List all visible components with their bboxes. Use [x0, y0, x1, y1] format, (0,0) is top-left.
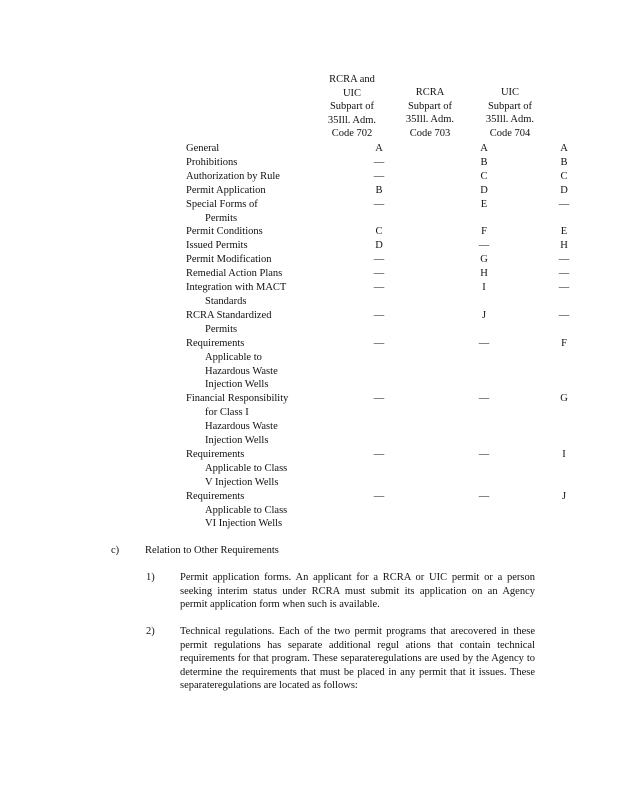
row-label-line: Special Forms of — [186, 198, 258, 210]
cell-c2: C — [480, 170, 488, 182]
cell-c1: B — [375, 184, 383, 196]
row-label-line: Applicable to — [205, 351, 262, 363]
row-label-line: Prohibitions — [186, 156, 238, 168]
section-number: c) — [111, 545, 120, 556]
row-label-line: Requirements — [186, 448, 245, 460]
row-label — [186, 239, 314, 253]
table-row — [186, 225, 604, 239]
cell-c3: G — [560, 393, 568, 405]
row-label-line: Permits — [205, 212, 238, 224]
column-header-703 — [395, 86, 465, 140]
cell-c1: — — [373, 309, 385, 321]
cell-c1: — — [373, 254, 385, 266]
row-label-line: Hazardous Waste — [205, 421, 278, 433]
row-label — [186, 490, 314, 532]
cell-c1: — — [373, 448, 385, 460]
header-line: Subpart of — [407, 100, 453, 112]
cell-c2: J — [481, 309, 487, 321]
cell-c3: E — [560, 226, 568, 238]
row-label-line: Remedial Action Plans — [186, 268, 283, 280]
cell-c1: A — [375, 143, 383, 154]
header-line: Subpart of — [329, 101, 375, 113]
cell-c1: — — [373, 282, 385, 294]
row-label-line: Integration with MACT — [186, 282, 287, 294]
row-label — [186, 156, 314, 170]
row-label-line: Permits — [205, 323, 238, 335]
row-label — [186, 184, 314, 198]
item-number: 1) — [146, 572, 155, 583]
cell-c2: E — [480, 198, 488, 210]
header-line: Subpart of — [487, 100, 533, 112]
row-label-line: Applicable to Class — [205, 504, 288, 516]
cell-c1: — — [373, 198, 385, 210]
cell-c2: — — [478, 393, 490, 405]
table-row — [186, 392, 604, 448]
section-title: Relation to Other Requirements — [145, 545, 279, 556]
cell-c2: A — [480, 143, 488, 154]
row-label-line: Permit Conditions — [186, 226, 263, 238]
header-line: 35Ill. Adm. — [405, 114, 455, 126]
table-row — [186, 239, 604, 253]
cell-c3: J — [561, 490, 567, 502]
cell-c2: G — [480, 254, 488, 266]
cell-c1: — — [373, 337, 385, 349]
cell-c1: — — [373, 170, 385, 182]
cell-c3: D — [560, 184, 568, 196]
cell-c3: — — [558, 254, 570, 266]
row-label-line: VI Injection Wells — [205, 518, 283, 530]
row-label — [186, 448, 314, 490]
header-line: RCRA and — [329, 74, 375, 85]
cell-c2: F — [481, 226, 487, 238]
cell-c3: — — [558, 198, 570, 210]
cell-c2: H — [480, 268, 488, 280]
row-label-line: Issued Permits — [186, 240, 248, 252]
header-line: Code 702 — [331, 128, 373, 140]
table-row — [186, 490, 604, 532]
row-label-line: Permit Modification — [186, 254, 272, 266]
header-line: 35Ill. Adm. — [485, 114, 535, 126]
cell-c2: D — [480, 184, 488, 196]
cell-c3: — — [558, 268, 570, 280]
table-row — [186, 253, 604, 267]
table-row — [186, 184, 604, 198]
item-paragraph: Permit application forms. An applicant for a RCRA or UIC permit or a person seeking interim status under RCRA must submit its application on an Agency permit application form when such is available. — [180, 572, 535, 611]
row-label-line: for Class I — [205, 407, 249, 419]
cell-c1: C — [375, 226, 383, 238]
table-row — [186, 198, 604, 226]
row-label — [186, 392, 314, 448]
header-line: Code 703 — [409, 127, 451, 139]
row-label-line: Hazardous Waste — [205, 365, 278, 377]
table-row — [186, 267, 604, 281]
cell-c2: — — [478, 448, 490, 460]
header-line: UIC — [500, 87, 520, 98]
table-body — [186, 142, 604, 531]
row-label-line: Standards — [205, 295, 247, 307]
header-line: 35Ill. Adm. — [327, 114, 377, 126]
header-line: UIC — [342, 87, 362, 99]
cell-c3: B — [560, 156, 568, 168]
row-label — [186, 337, 314, 393]
row-label — [186, 253, 314, 267]
cell-c3: — — [558, 309, 570, 321]
table-row — [186, 448, 604, 490]
cell-c2: B — [480, 156, 488, 168]
cell-c3: F — [561, 337, 567, 349]
row-label — [186, 309, 314, 337]
row-label-line: General — [186, 143, 220, 154]
header-line: Code 704 — [489, 127, 531, 139]
cell-c2: — — [478, 240, 490, 252]
row-label — [186, 225, 314, 239]
cell-c1: — — [373, 490, 385, 502]
cell-c1: — — [373, 268, 385, 280]
cell-c1: — — [373, 393, 385, 405]
subpart-table — [186, 142, 604, 531]
row-label-line: Injection Wells — [205, 435, 269, 447]
cell-c1: — — [373, 156, 385, 168]
table-row — [186, 142, 604, 156]
item-number: 2) — [146, 626, 155, 637]
cell-c2: — — [478, 337, 490, 349]
row-label-line: Injection Wells — [205, 379, 269, 391]
row-label — [186, 170, 314, 184]
row-label-line: Requirements — [186, 490, 245, 502]
table-row — [186, 170, 604, 184]
row-label-line: Permit Application — [186, 184, 266, 196]
row-label-line: Requirements — [186, 337, 245, 349]
row-label — [186, 281, 314, 309]
cell-c3: C — [560, 170, 568, 182]
cell-c2: — — [478, 490, 490, 502]
row-label — [186, 267, 314, 281]
cell-c3: A — [560, 143, 568, 154]
row-label-line: RCRA Standardized — [186, 309, 272, 321]
item-paragraph: Technical regulations. Each of the two permit programs that arecovered in these permit regulations has separate additional regul ations that contain technical requirements for that program. These separateregulations are used by the Agency to determine the requirements that must be placed in any permit that it issues. These separateregulations are located as follows: — [180, 626, 535, 692]
table-row — [186, 309, 604, 337]
cell-c2: I — [482, 282, 486, 294]
row-label-line: V Injection Wells — [205, 476, 279, 488]
cell-c3: — — [558, 282, 570, 294]
table-row — [186, 156, 604, 170]
header-line: RCRA — [415, 87, 445, 98]
table-row — [186, 281, 604, 309]
column-header-704 — [475, 86, 545, 140]
row-label — [186, 198, 314, 226]
row-label-line: Authorization by Rule — [186, 170, 280, 182]
cell-c3: H — [560, 240, 568, 252]
cell-c1: D — [375, 240, 383, 252]
cell-c3: I — [562, 448, 566, 460]
table-row — [186, 337, 604, 393]
row-label — [186, 142, 314, 156]
row-label-line: Applicable to Class — [205, 462, 288, 474]
column-header-702 — [317, 73, 387, 141]
row-label-line: Financial Responsibility — [186, 393, 289, 405]
